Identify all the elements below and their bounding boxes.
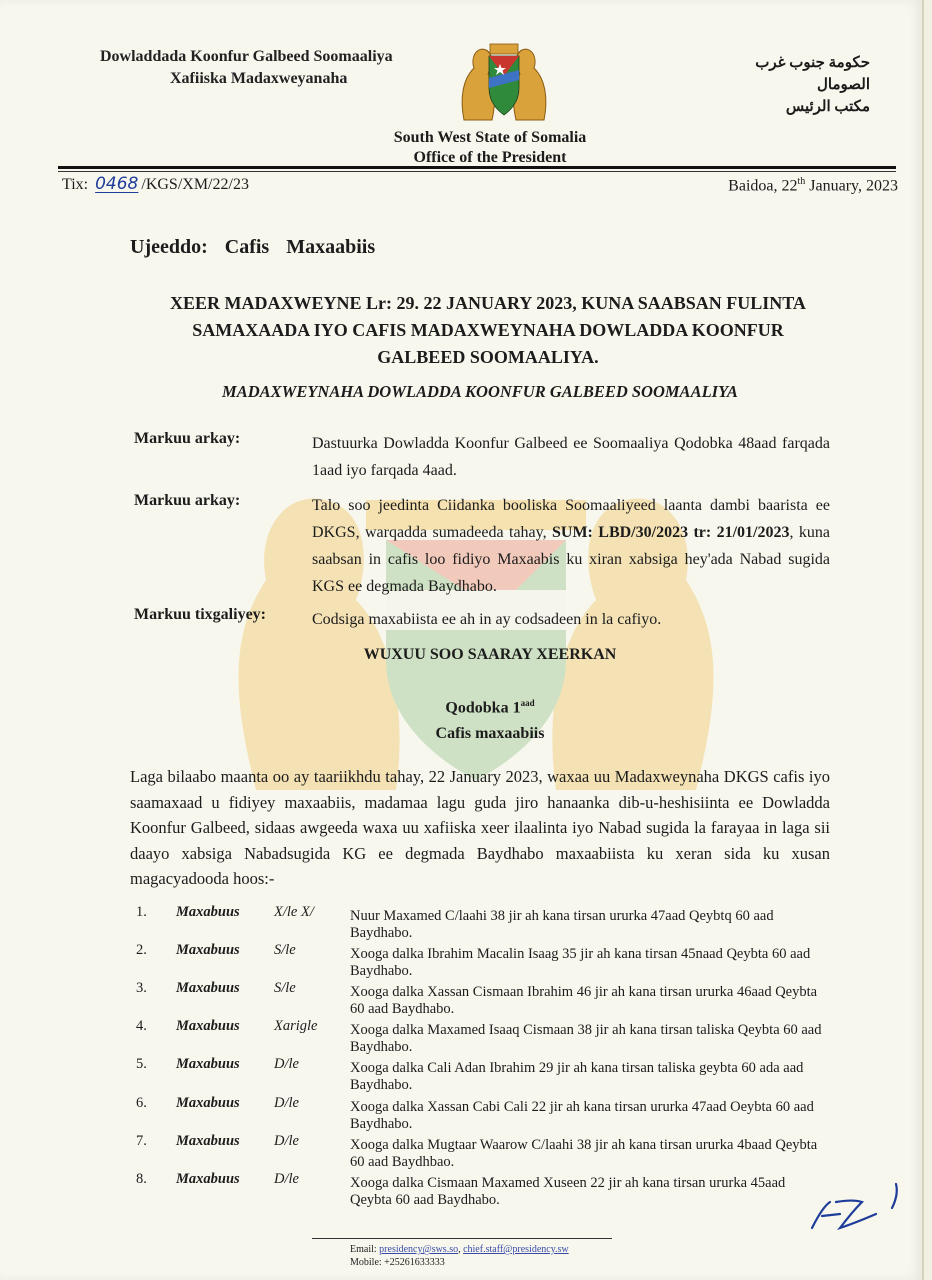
reference-prefix: Tix:: [62, 176, 89, 193]
article-heading: [130, 690, 850, 747]
item-number: 5.: [136, 1056, 147, 1072]
item-label: Maxabuus: [176, 1133, 240, 1149]
header-left-line1: Dowladdada Koonfur Galbeed Soomaaliya: [100, 48, 393, 65]
article-sup: aad: [520, 698, 535, 708]
consideration-text-3: Codsiga maxabiista ee ah in ay codsadeen in la cafiyo.: [312, 611, 662, 628]
header-left-line2: Xafiiska Madaxweyanaha: [170, 70, 348, 87]
footer-email-label: Email:: [350, 1244, 377, 1255]
document-date: [700, 176, 898, 195]
header-right-arabic: [700, 52, 870, 118]
item-number: 6.: [136, 1095, 147, 1111]
header-center-line2: Office of the President: [413, 149, 567, 166]
consideration-label-2: Markuu arkay:: [134, 492, 241, 509]
footer-mobile: Mobile: +25261633333: [350, 1257, 445, 1268]
item-description: Xooga dalka Mugtaar Waarow C/laahi 38 jir ah kana tirsan ururka 4baad Qeybta 60 aad Baydhbao.: [350, 1137, 818, 1170]
article-title: Cafis maxaabiis: [435, 725, 545, 743]
consideration-2-part-a: Talo soo jeedinta Ciidanka booliska Soomaaliyeed laanta dambi baarista ee DKGS, warqadda sumadeeda tahay,: [312, 497, 830, 541]
header-right-line2: مكتب الرئيس: [785, 99, 870, 115]
item-label: Maxabuus: [176, 1171, 240, 1187]
consideration-text-1: Dastuurka Dowladda Koonfur Galbeed ee Soomaaliya Qodobka 48aad farqada 1aad iyo farqada 4aad.: [312, 435, 830, 479]
header-center: [360, 128, 620, 168]
item-code: Xarigle: [274, 1018, 318, 1034]
item-label: Maxabuus: [176, 1095, 240, 1111]
article-name: Qodobka 1: [445, 699, 521, 717]
footer-email-2[interactable]: chief.staff@presidency.sw: [463, 1244, 569, 1255]
decree-subtitle: MADAXWEYNAHA DOWLADDA KOONFUR GALBEED SOOMAALIYA: [222, 382, 738, 401]
subject-label: Ujeeddo:: [130, 236, 208, 258]
handwritten-signature: [800, 1176, 910, 1236]
item-description: Xooga dalka Cali Adan Ibrahim 29 jir ah kana tirsan taliska geybta 60 ada aad Baydhabo.: [350, 1060, 804, 1093]
body-paragraph: Laga bilaabo maanta oo ay taariikhdu tahay, 22 January 2023, waxaa uu Madaxweynaha DKGS cafis iyo saamaxaad u fidiyey maxaabiis, madamaa lagu guda jiro hanaanka dib-u-heshisiinta ee Dowladda Koonfur Galbeed, sidaas awgeeda waxa uu xafiiska xeer ilaalinta iyo Nabad sugida la farayaa in laga sii daayo xabsiga Nabadsugida KG ee degmada Baydhabo maxaabiista ku xeran sida ku xusan magacyadooda hoos:-: [130, 767, 830, 888]
footer-contact: Email: presidency@sws.so, chief.staff@presidency.sw Mobile: +25261633333: [350, 1244, 569, 1268]
item-description: Xooga dalka Xassan Cabi Cali 22 jir ah kana tirsan ururka 47aad Oeybta 60 aad Baydhabo.: [350, 1099, 814, 1132]
subject-text: Cafis Maxaabiis: [224, 236, 376, 258]
reference-number: [62, 174, 249, 194]
header-left: [100, 46, 393, 90]
item-code: D/le: [274, 1171, 299, 1187]
item-code: D/le: [274, 1056, 299, 1072]
header-rule-thin: [58, 171, 896, 172]
consideration-2-reference: SUM: LBD/30/2023 tr: 21/01/2023: [552, 524, 790, 541]
item-number: 7.: [136, 1133, 147, 1149]
footer-rule: [312, 1238, 612, 1239]
item-code: S/le: [274, 942, 296, 958]
item-description: Xooga dalka Cismaan Maxamed Xuseen 22 jir ah kana tirsan ururka 45aad Qeybta 60 aad Baydhabo.: [350, 1175, 786, 1208]
item-code: D/le: [274, 1095, 299, 1111]
item-label: Maxabuus: [176, 1018, 240, 1034]
item-label: Maxabuus: [176, 942, 240, 958]
date-rest: January, 2023: [805, 177, 898, 195]
item-number: 2.: [136, 942, 147, 958]
item-label: Maxabuus: [176, 904, 240, 920]
consideration-label-1: Markuu arkay:: [134, 430, 241, 447]
item-code: X/le X/: [274, 904, 314, 920]
header-rule: [58, 166, 896, 169]
reference-handwritten: 0468: [95, 174, 139, 194]
item-code: D/le: [274, 1133, 299, 1149]
decree-heading: WUXUU SOO SAARAY XEERKAN: [363, 646, 617, 663]
date-suffix: th: [797, 176, 806, 187]
footer-email-1[interactable]: presidency@sws.so: [379, 1244, 459, 1255]
subject-line: [130, 236, 375, 259]
item-description: Xooga dalka Ibrahim Macalin Isaag 35 jir ah kana tirsan 45naad Qeybta 60 aad Baydhabo.: [350, 946, 811, 979]
header-right-line1: حكومة جنوب غرب الصومال: [755, 55, 870, 93]
consideration-2-part-c: , kuna saabsan in cafis loo fidiyo Maxaabis ku xiran xabsiga hey'ada Nabad sugida KGS ee degmada Baydhabo.: [312, 524, 830, 595]
decree-title: XEER MADAXWEYNE Lr: 29. 22 JANUARY 2023, KUNA SAABSAN FULINTA SAMAXAADA IYO CAFIS MADAXWEYNAHA DOWLADDA KOONFUR GALBEED SOOMAALIYA.: [170, 293, 806, 367]
item-number: 1.: [136, 904, 147, 920]
date-place: Baidoa, 22: [728, 177, 798, 195]
item-number: 8.: [136, 1171, 147, 1187]
item-number: 4.: [136, 1018, 147, 1034]
item-code: S/le: [274, 980, 296, 996]
reference-suffix: /KGS/XM/22/23: [141, 176, 249, 193]
item-label: Maxabuus: [176, 1056, 240, 1072]
item-description: Nuur Maxamed C/laahi 38 jir ah kana tirsan ururka 47aad Qeybtq 60 aad Baydhabo.: [350, 908, 774, 941]
header-center-line1: South West State of Somalia: [393, 129, 587, 146]
item-description: Xooga dalka Xassan Cismaan Ibrahim 46 jir ah kana tirsan ururka 46aad Qeybta 60 aad Baydhabo.: [350, 984, 818, 1017]
item-description: Xooga dalka Maxamed Isaaq Cismaan 38 jir ah kana tirsan taliska Qeybta 60 aad Baydhabo.: [350, 1022, 822, 1055]
consideration-label-3: Markuu tixgaliyey:: [134, 606, 266, 623]
item-label: Maxabuus: [176, 980, 240, 996]
consideration-text-2: [312, 492, 830, 600]
item-number: 3.: [136, 980, 147, 996]
state-emblem: [456, 40, 552, 122]
